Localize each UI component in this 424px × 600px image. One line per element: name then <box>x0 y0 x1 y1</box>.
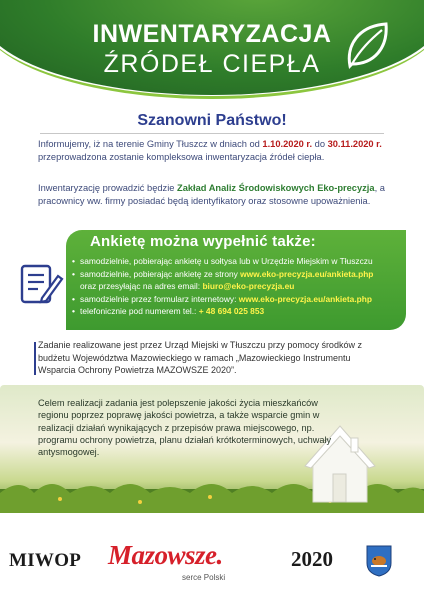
option-text: samodzielnie przez formularz internetowy: <box>80 293 239 304</box>
greeting-heading: Szanowni Państwo! <box>137 112 287 129</box>
option-text: oraz przesyłając na adres email: <box>80 281 203 292</box>
goal-paragraph: Celem realizacji zadania jest polepszenie jakości życia mieszkańców regionu poprzez poprawę jakości powietrza, a także wsparcie gmin w realizacji działań wynikających z przepisów prawa miejscowego, np. programu ochrony powietrza, planu działań krótkoterminowych, uchwały antysmogowej. <box>38 398 332 458</box>
survey-box <box>0 230 424 330</box>
accent-bar <box>34 342 36 375</box>
year-label: 2020 <box>291 547 333 571</box>
intro-text: przeprowadzona zostanie kompleksowa inwentaryzacja źródeł ciepła. <box>38 151 325 162</box>
list-item: • samodzielnie, pobierając ankietę u sołtysa lub w Urzędzie Miejskim w Tłuszczu <box>72 256 373 266</box>
intro-text: Inwentaryzację prowadzić będzie <box>38 183 178 193</box>
intro-text: , a pracownicy ww. firmy posiadać będą identyfikatory oraz stosowne upoważnienia. <box>38 183 385 206</box>
list-item: • samodzielnie przez formularz internetowy: www.eko-precyzja.eu/ankieta.php <box>72 293 372 304</box>
list-item: • samodzielnie, pobierając ankietę ze strony www.eko-precyzja.eu/ankieta.php <box>72 268 374 279</box>
title-line-2: ŹRÓDEŁ CIEPŁA <box>103 50 321 78</box>
email-link[interactable]: biuro@eko-precyzja.eu <box>202 281 295 292</box>
phone-number[interactable]: + 48 694 025 853 <box>198 306 265 317</box>
survey-url-link[interactable]: www.eko-precyzja.eu/ankieta.php <box>240 268 374 279</box>
list-item <box>72 280 402 293</box>
survey-heading: Ankietę można wypełnić także: <box>90 233 316 250</box>
intro-paragraph-1 <box>38 138 388 163</box>
header-banner <box>0 0 424 100</box>
intro-paragraph-2 <box>38 182 388 207</box>
list-item: • telefonicznie pod numerem tel.: + 48 694 025 853 <box>72 306 265 317</box>
miwop-logo: MIWOP <box>9 550 82 571</box>
intro-text: do <box>312 139 328 149</box>
coat-of-arms-icon <box>366 545 392 577</box>
intro-text: Informujemy, iż na terenie Gminy Tłuszcz w dniach od <box>38 139 263 149</box>
option-text: samodzielnie, pobierając ankietę u sołtysa lub w Urzędzie Miejskim w Tłuszczu <box>80 256 373 266</box>
mazowsze-logo: Mazowsze. <box>108 540 223 570</box>
option-text: telefonicznie pod numerem tel.: <box>80 306 199 317</box>
form-url-link[interactable]: www.eko-precyzja.eu/ankieta.php <box>238 293 372 304</box>
company-name: Zakład Analiz Środowiskowych Eko-precyzja <box>177 183 375 193</box>
title-line-1: INWENTARYZACJA <box>92 20 332 48</box>
leaf-icon <box>344 20 390 70</box>
divider <box>40 133 384 134</box>
funding-paragraph: Zadanie realizowane jest przez Urząd Miejski w Tłuszczu przy pomocy środków z budżetu Województwa Mazowieckiego w ramach „Mazowieckiego Instrumentu Wsparcia Ochrony Powietrza MAZOWSZE 2020”. <box>38 340 362 375</box>
mazowsze-tagline: serce Polski <box>182 573 226 582</box>
start-date: 1.10.2020 r. <box>262 139 313 149</box>
option-text: samodzielnie, pobierając ankietę ze strony <box>80 268 241 279</box>
end-date: 30.11.2020 r. <box>327 139 382 149</box>
survey-options-list <box>72 255 402 318</box>
